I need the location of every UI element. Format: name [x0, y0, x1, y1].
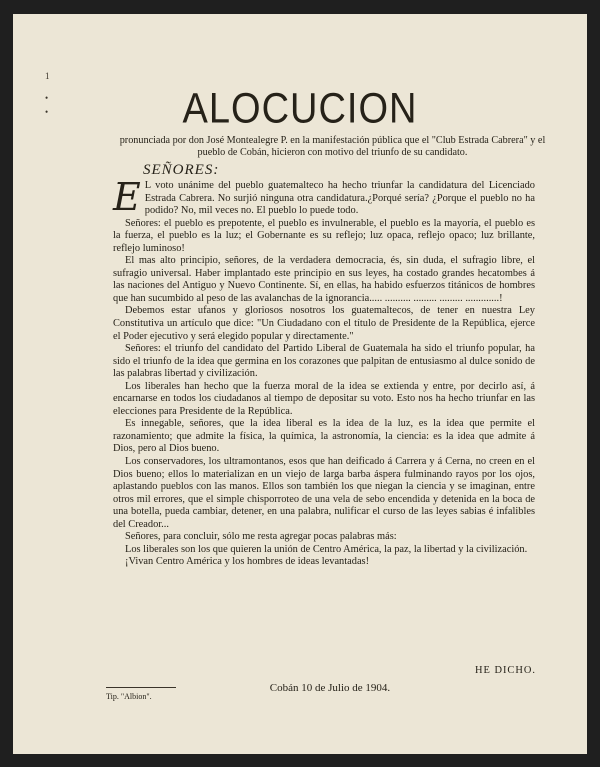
closing-signature: HE DICHO. [475, 665, 536, 676]
paragraph: Señores: el pueblo es prepotente, el pueblo es invulnerable, el pueblo es la mayoría, el pueblo es la fuerza, el pueblo es la luz; el Gobernante es su reflejo; luz opaca, reflejo opaco; luz brillante, reflejo luminoso! [113, 217, 535, 254]
paragraph: Es innegable, señores, que la idea liberal es la idea de la luz, es la idea que permite el razonamiento; que admite la física, la química, la astronomía, la ciencia: es la idea que admite á Dios, pero al Dios bueno. [113, 418, 535, 455]
paragraph: ¡Vivan Centro América y los hombres de ideas levantadas! [125, 556, 370, 568]
paragraph: Los liberales han hecho que la fuerza moral de la idea se extienda y entre, por decirlo así, á encarnarse en todos los ciudadanos al tiempo de depositar su voto. Esto nos ha hecho triunfar en las elecciones para Presidente de la República. [113, 380, 535, 417]
margin-mark: 1 [45, 71, 50, 81]
paragraph [113, 175, 535, 219]
document-title: ALOCUCION [182, 85, 418, 133]
document-subtitle: pronunciada por don José Montealegre P. en la manifestación pública que el "Club Estrada Cabrera" y el pueblo de Cobán, hicieron con motivo del triunfo de su candidato. [119, 135, 546, 158]
paragraph: Señores, para concluir, sólo me resta agregar pocas palabras más: [125, 531, 397, 543]
document-page [13, 14, 587, 754]
margin-mark: • [45, 107, 49, 117]
paragraph: Señores: el triunfo del candidato del Partido Liberal de Guatemala ha sido el triunfo popular, ha sido el triunfo de la idea que germina en los corazones que palpitan de entusiasmo al dulce sonido de las palabras libertad y civilización. [113, 343, 535, 380]
printer-imprint: Tip. "Albion". [106, 692, 152, 701]
speech-body [113, 175, 535, 569]
paragraph-text: L voto unánime del pueblo guatemalteco ha hecho triunfar la candidatura del Licenciado Estrada Cabrera. No surjió ninguna otra candidatura.¿Porqué sería? ¿Porque el pueblo no ha podido? No, mil veces no. El pueblo lo puede todo. [144, 180, 535, 217]
paragraph: El mas alto principio, señores, de la verdadera democracia, és, sin duda, el sufragio libre, el sufragio universal. Haber implantado este principio en sus leyes, ha costado grandes hecatombes á las naciones del Antiguo y Nuevo Continente. Sí, en ellas, ha habido esfuerzos titánicos de hombres que han sucumbido al peso de las avalanchas de la ignorancia..... .......... ......... ......... .............! [113, 255, 535, 304]
date-line: Cobán 10 de Julio de 1904. [269, 682, 391, 694]
paragraph: Los conservadores, los ultramontanos, esos que han deificado á Carrera y á Cerna, no creen en el Dios bueno; ellos lo materializan en un viejo de larga barba áspera fulminando rayos por los ojos, aplastando pueblos con las manos. Ellos son también los que niegan la ciencia y se imaginan, entre otros mil errores, que el simple chisporroteo de una vela de sebo encendida y detenida en la boca de una botella, pueda cambiar, detener, en una palabra, nulificar el curso de las leyes sabias é infalibles del Creador... [113, 456, 535, 530]
salutation: SEÑORES: [143, 162, 220, 178]
drop-cap: E [113, 175, 141, 219]
paragraph: Los liberales son los que quieren la unión de Centro América, la paz, la libertad y la civilización. [125, 543, 528, 555]
divider [106, 687, 176, 688]
margin-mark: • [45, 93, 49, 103]
paragraph: Debemos estar ufanos y gloriosos nosotros los guatemaltecos, de tener en nuestra Ley Constitutiva un artículo que dice: "Un Ciudadano con el título de Presidente de la República, ejerce el Poder ejecutivo y será elegido popular y directamente." [113, 305, 535, 342]
